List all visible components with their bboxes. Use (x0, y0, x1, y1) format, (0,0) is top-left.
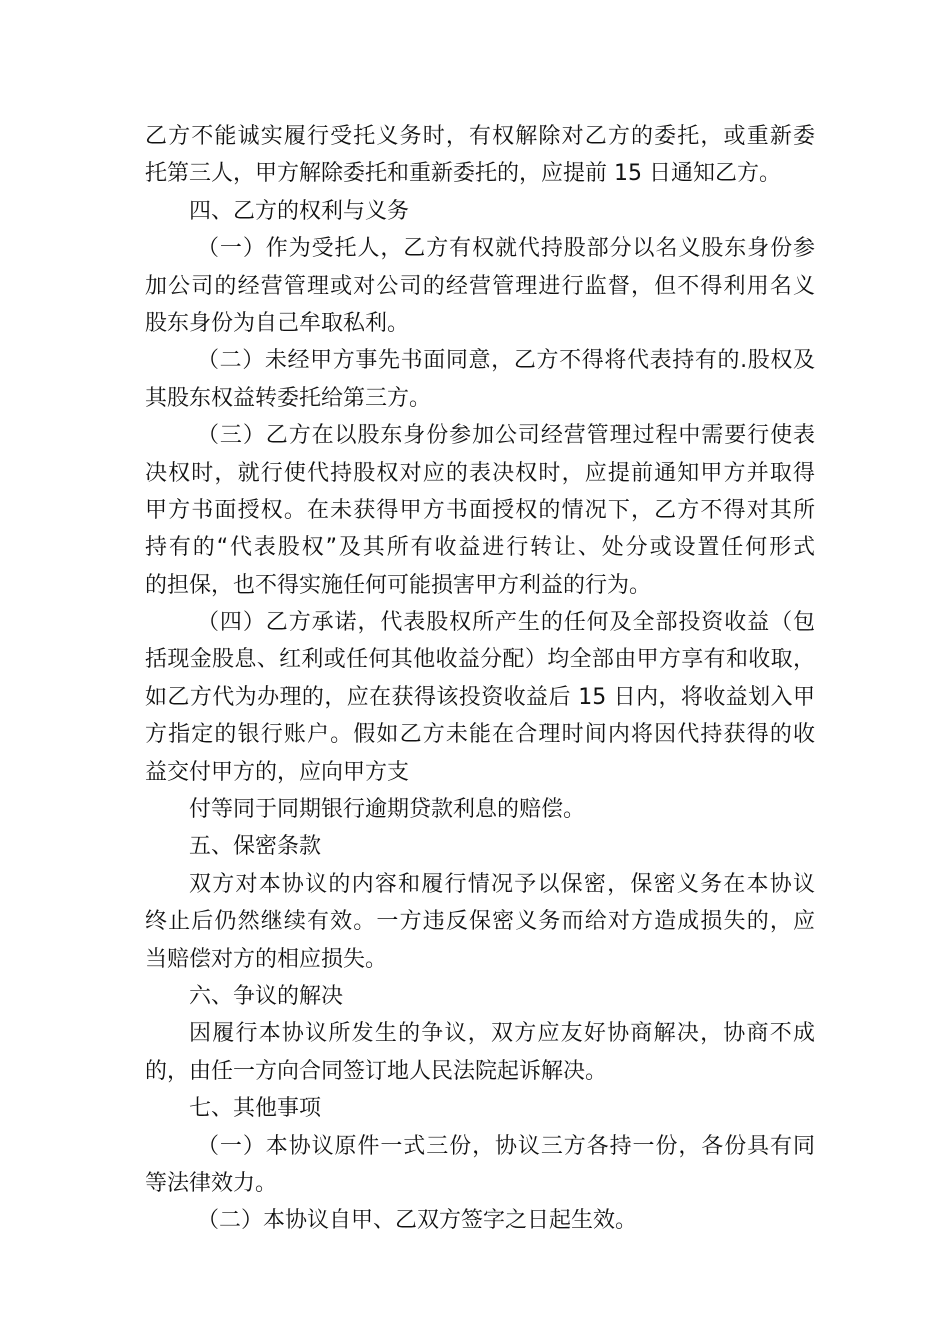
body-line: 当赔偿对方的相应损失。 (145, 946, 388, 972)
clause-line: （二）未经甲方事先书面同意，乙方不得将代表持有的.股权及 (197, 348, 815, 374)
clause-line: （二）本协议自甲、乙双方签字之日起生效。 (197, 1208, 638, 1234)
clause-line: 双方对本协议的内容和履行情况予以保密，保密义务在本协议 (189, 871, 815, 897)
body-line: 的担保，也不得实施任何可能损害甲方利益的行为。 (145, 572, 652, 598)
body-line: 付等同于同期银行逾期贷款利息的赔偿。 (189, 797, 586, 823)
clause-line: （一）作为受托人，乙方有权就代持股部分以名义股东身份参 (197, 236, 815, 262)
section-heading: 五、保密条款 (189, 834, 322, 860)
body-line: 持有的“代表股权”及其所有收益进行转让、处分或设置任何形式 (145, 535, 815, 561)
clause-line: （四）乙方承诺，代表股权所产生的任何及全部投资收益（包 (197, 610, 815, 636)
body-line: 乙方不能诚实履行受托义务时，有权解除对乙方的委托，或重新委 (145, 124, 815, 149)
section-heading: 六、争议的解决 (189, 983, 344, 1009)
body-line: 等法律效力。 (145, 1170, 278, 1196)
body-line: 股东身份为自己牟取私利。 (145, 310, 410, 336)
section-heading: 四、乙方的权利与义务 (189, 198, 410, 224)
body-line: 益交付甲方的，应向甲方支 (145, 759, 410, 785)
body-line: 加公司的经营管理或对公司的经营管理进行监督，但不得利用名义 (145, 273, 815, 299)
body-line: 终止后仍然继续有效。一方违反保密义务而给对方造成损失的，应 (145, 909, 815, 935)
body-line: 托第三人，甲方解除委托和重新委托的，应提前 15 日通知乙方。 (145, 161, 781, 187)
body-line: 其股东权益转委托给第三方。 (145, 385, 432, 411)
clause-line: （三）乙方在以股东身份参加公司经营管理过程中需要行使表 (197, 423, 815, 449)
section-heading: 七、其他事项 (189, 1096, 322, 1122)
body-line: 方指定的银行账户。假如乙方未能在合理时间内将因代持获得的收 (145, 722, 815, 748)
body-line: 括现金股息、红利或任何其他收益分配）均全部由甲方享有和收取， (145, 647, 815, 673)
clause-line: 因履行本协议所发生的争议，双方应友好协商解决，协商不成 (189, 1021, 815, 1047)
clause-line: （一）本协议原件一式三份，协议三方各持一份，各份具有同 (197, 1133, 815, 1159)
document-body (145, 118, 815, 1240)
body-line: 决权时，就行使代持股权对应的表决权时，应提前通知甲方并取得 (145, 460, 815, 486)
body-line: 的，由任一方向合同签订地人民法院起诉解决。 (145, 1058, 608, 1084)
body-line: 如乙方代为办理的，应在获得该投资收益后 15 日内，将收益划入甲 (145, 684, 815, 710)
body-line: 甲方书面授权。在未获得甲方书面授权的情况下，乙方不得对其所 (145, 497, 815, 523)
